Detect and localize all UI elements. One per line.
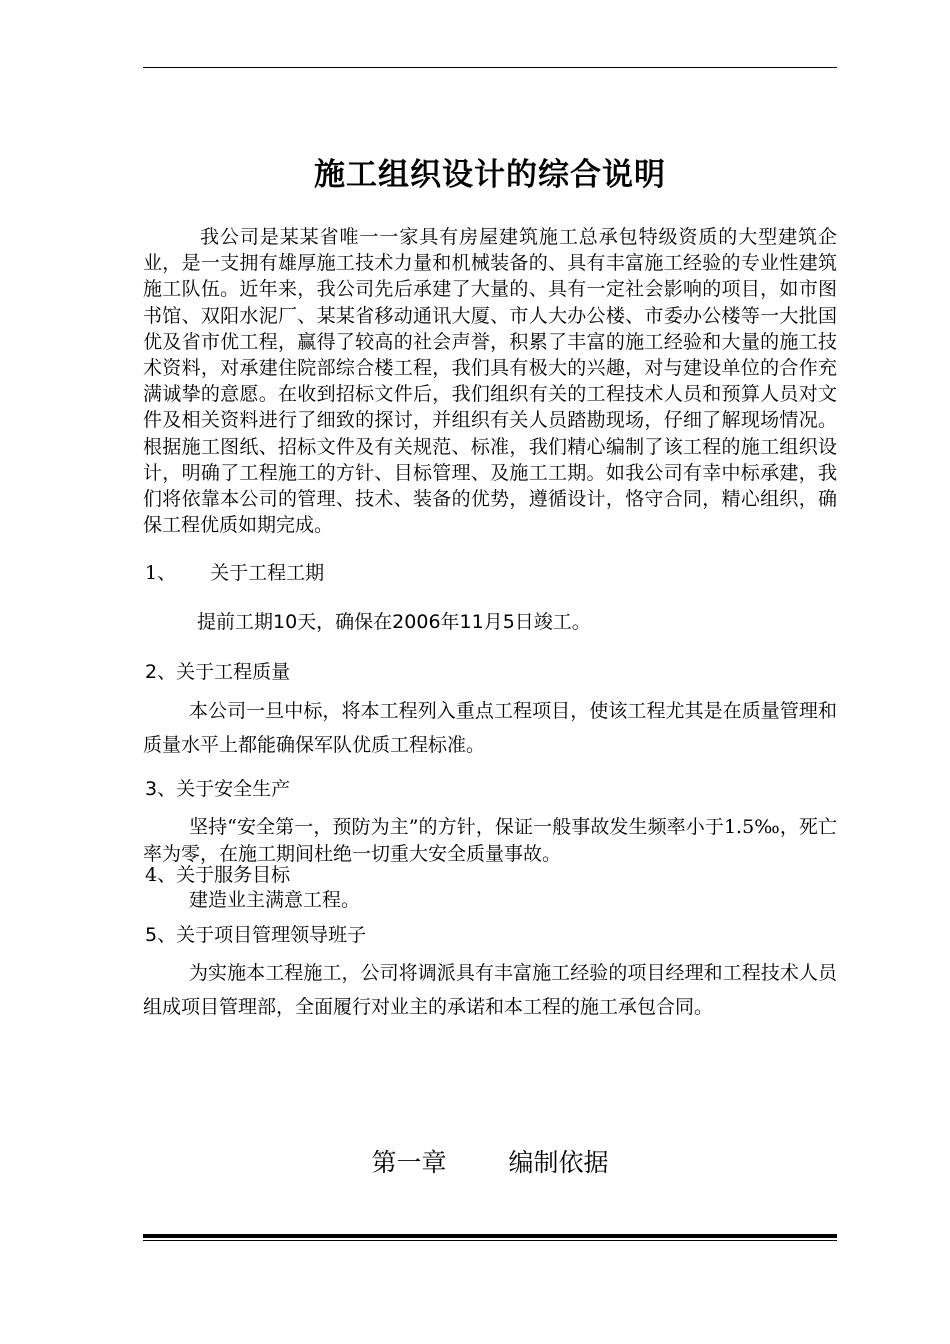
section-4-heading	[145, 863, 837, 887]
section-1-title: 关于工程工期	[210, 562, 325, 584]
footer-rule-thin	[143, 1240, 837, 1241]
section-4-body: 建造业主满意工程。	[189, 889, 361, 911]
section-1-body: 提前工期10天，确保在2006年11月5日竣工。	[197, 611, 591, 633]
header-rule	[143, 67, 837, 68]
section-5-number: 5、	[145, 924, 177, 946]
section-3-body: 坚持“安全第一，预防为主”的方针，保证一般事故发生频率小于1.5‰，死亡率为零，在施工期间杜绝一切重大安全质量事故。	[143, 816, 837, 865]
section-5-title: 关于项目管理领导班子	[176, 924, 367, 946]
document-title: 施工组织设计的综合说明	[314, 157, 666, 193]
section-2-number: 2、	[145, 661, 177, 683]
chapter-title: 编制依据	[508, 1148, 609, 1177]
section-3-number: 3、	[145, 778, 177, 800]
section-3-heading	[145, 776, 837, 802]
section-2-heading	[145, 659, 837, 685]
section-2-body: 本公司一旦中标，将本工程列入重点工程项目，使该工程尤其是在质量管理和质量水平上都能确保军队优质工程标准。	[143, 700, 837, 756]
footer-rule-thick	[143, 1234, 837, 1238]
section-4-number: 4、	[145, 864, 177, 886]
intro-paragraph: 我公司是某某省唯一一家具有房屋建筑施工总承包特级资质的大型建筑企业，是一支拥有雄厚施工技术力量和机械装备的、具有丰富施工经验的专业性建筑施工队伍。近年来，我公司先后承建了大量的、具有一定社会影响的项目，如市图书馆、双阳水泥厂、某某省移动通讯大厦、市人大办公楼、市委办公楼等一大批国优及省市优工程，赢得了较高的社会声誉，积累了丰富的施工经验和大量的施工技术资料，对承建住院部综合楼工程，我们具有极大的兴趣，对与建设单位的合作充满诚挚的意愿。在收到招标文件后，我们组织有关的工程技术人员和预算人员对文件及相关资料进行了细致的探讨，并组织有关人员踏勘现场，仔细了解现场情况。根据施工图纸、招标文件及有关规范、标准，我们精心编制了该工程的施工组织设计，明确了工程施工的方针、目标管理、及施工工期。如我公司有幸中标承建，我们将依靠本公司的管理、技术、装备的优势，遵循设计，恪守合同，精心组织，确保工程优质如期完成。	[143, 226, 837, 537]
section-1-heading	[145, 560, 837, 586]
section-5-body: 为实施本工程施工，公司将调派具有丰富施工经验的项目经理和工程技术人员组成项目管理部，全面履行对业主的承诺和本工程的施工承包合同。	[143, 962, 837, 1018]
chapter-heading	[143, 1143, 837, 1183]
section-5-heading	[145, 922, 837, 948]
section-4-title: 关于服务目标	[176, 864, 291, 886]
section-3-title: 关于安全生产	[176, 778, 291, 800]
section-2-title: 关于工程质量	[176, 661, 291, 683]
section-1-number: 1、	[145, 562, 177, 584]
chapter-number: 第一章	[371, 1148, 447, 1177]
